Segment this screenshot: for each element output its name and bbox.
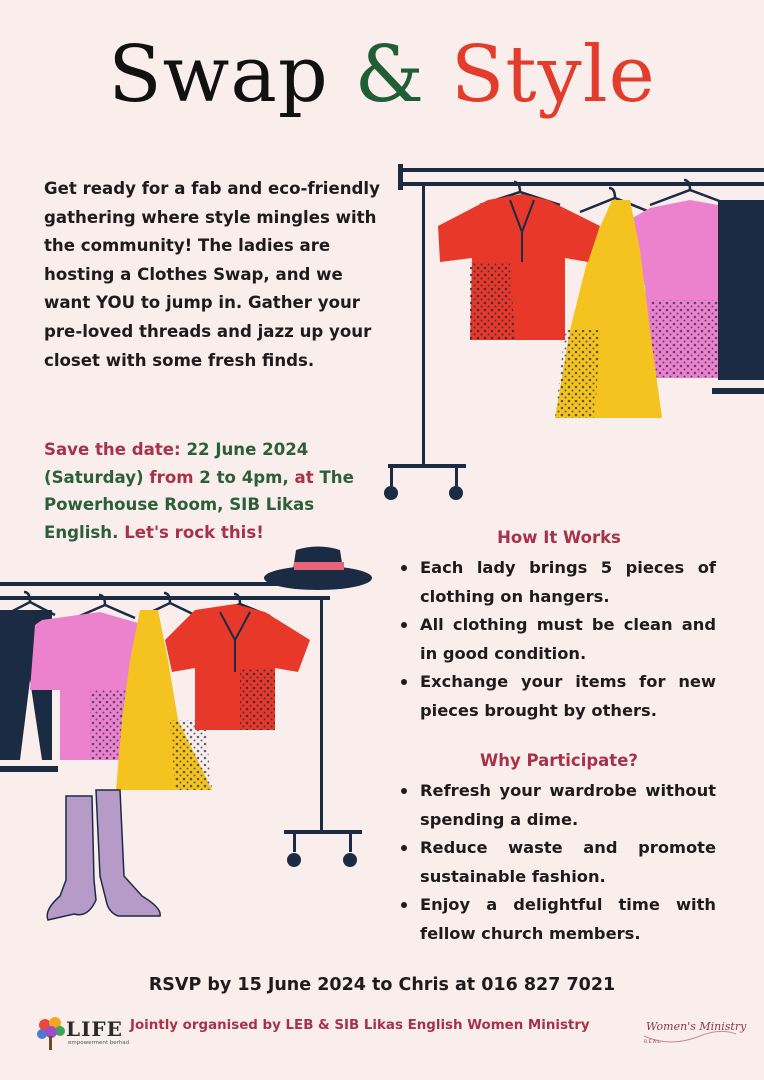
- event-venue: The Powerhouse Room, SIB Likas English.: [44, 467, 354, 542]
- women-ministry-logo-icon: [640, 1010, 747, 1054]
- title-word-style: Style: [450, 30, 656, 120]
- list-item: Each lady brings 5 pieces of clothing on hangers.: [398, 554, 716, 611]
- event-time: 2 to 4pm,: [199, 467, 289, 487]
- page-title: [0, 30, 764, 120]
- how-it-works-list: [398, 554, 716, 725]
- list-item: Reduce waste and promote sustainable fashion.: [398, 834, 716, 891]
- rsvp-line: RSVP by 15 June 2024 to Chris at 016 827 7021: [148, 975, 616, 995]
- women-ministry-logo-subtitle: R.E.A.L.: [644, 1040, 662, 1045]
- list-item: Exchange your items for new pieces brought by others.: [398, 668, 716, 725]
- life-logo-icon: [36, 1016, 130, 1054]
- save-the-date-label: Save the date:: [44, 440, 181, 459]
- women-ministry-logo-text: Women's Ministry: [646, 1020, 747, 1033]
- title-word-swap: Swap: [108, 30, 329, 120]
- life-logo-subtitle: empowerment berhad: [68, 1040, 130, 1046]
- event-from: from: [149, 467, 194, 487]
- boots-icon: [47, 790, 160, 920]
- event-closing: Let's rock this!: [124, 522, 264, 542]
- top-jeans-icon: [712, 200, 764, 394]
- title-ampersand: &: [354, 30, 426, 120]
- bottom-red-shirt-icon: [165, 604, 310, 730]
- list-item: All clothing must be clean and in good condition.: [398, 611, 716, 668]
- life-tree-icon: [36, 1016, 66, 1052]
- event-date: 22 June 2024 (Saturday): [44, 440, 309, 487]
- event-details: [44, 436, 384, 546]
- footer-organisers: Jointly organised by LEB & SIB Likas English Women Ministry: [130, 1018, 590, 1033]
- life-logo-word: LIFE: [66, 1017, 123, 1041]
- event-at: at: [294, 467, 314, 487]
- why-participate-list: [398, 777, 716, 948]
- list-item: Enjoy a delightful time with fellow church members.: [398, 891, 716, 948]
- hat-icon: [264, 547, 372, 591]
- how-it-works-heading: How It Works: [497, 528, 621, 547]
- why-participate-heading: Why Participate?: [480, 751, 638, 770]
- intro-paragraph: Get ready for a fab and eco-friendly gathering where style mingles with the community! The ladies are hosting a Clothes Swap, and we want YOU to jump in. Gather your pre-loved threads and jazz up your closet with some fresh finds.: [44, 179, 380, 370]
- list-item: Refresh your wardrobe without spending a dime.: [398, 777, 716, 834]
